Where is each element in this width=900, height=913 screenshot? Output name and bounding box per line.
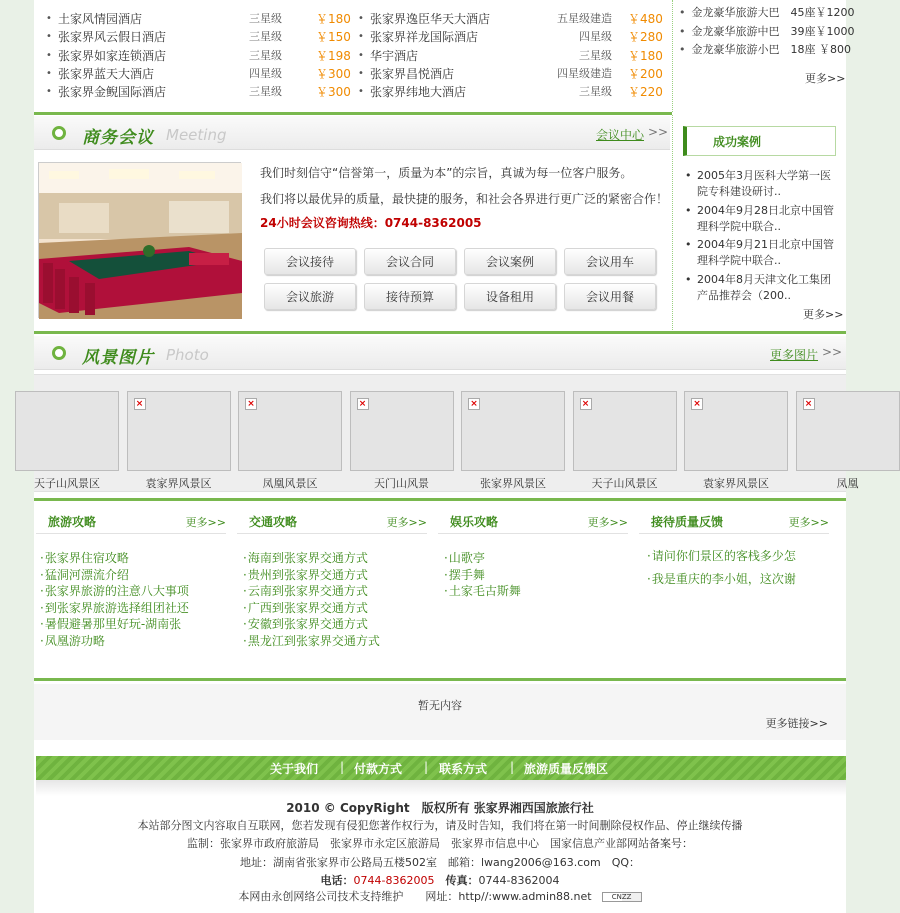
photo-caption[interactable]: 袁家界风景区 (703, 477, 769, 490)
hotel-price: ￥300 (316, 66, 351, 81)
bullet-icon: • (46, 13, 52, 24)
phone-line (34, 872, 846, 888)
hotel-price: ￥150 (316, 30, 351, 45)
guide-item[interactable]: · 安徽到张家界交通方式 (243, 616, 427, 633)
guide-list (438, 550, 628, 600)
guide-item[interactable]: · 请问你们景区的客栈多少怎 (647, 548, 829, 565)
copyright: 2010 © CopyRight 版权所有 张家界湘西国旅旅行社 (286, 801, 594, 815)
guide-item[interactable]: · 暑假避暑那里好玩-湖南张 (40, 616, 226, 633)
hotel-name[interactable]: 张家界蓝天大酒店 (58, 66, 155, 81)
fax-label: 传真： (434, 874, 479, 887)
phone-label: 电话： (320, 874, 354, 887)
guide-item[interactable]: · 猛洞河漂流介绍 (40, 567, 226, 584)
footer-nav (36, 756, 846, 780)
guide-title: 旅游攻略 (48, 515, 97, 529)
hotel-row[interactable] (46, 10, 351, 28)
guide-item[interactable]: · 张家界旅游的注意八大事项 (40, 583, 226, 600)
cases-header (683, 126, 836, 156)
photo-title-en: Photo (166, 346, 209, 364)
photo-strip (34, 374, 859, 492)
guide-column (639, 504, 829, 587)
footer-payment-link[interactable]: 付款方式 (354, 762, 403, 776)
meeting-tour-button[interactable]: 会议旅游 (264, 283, 356, 310)
hotel-name[interactable]: 张家界如家连锁酒店 (58, 48, 167, 63)
broken-image-icon: × (134, 398, 146, 410)
hotel-price: ￥280 (628, 30, 663, 45)
hotel-row[interactable] (46, 47, 351, 65)
divider-bar (34, 678, 846, 681)
photo-caption[interactable]: 张家界风景区 (480, 477, 546, 490)
photo-item[interactable] (796, 391, 900, 491)
broken-image-icon: × (357, 398, 369, 410)
hotel-name[interactable]: 张家界纬地大酒店 (370, 85, 467, 100)
cases-more-link[interactable]: 更多>> (803, 308, 844, 321)
hotel-name[interactable]: 张家界金鲵国际酒店 (58, 85, 167, 100)
guide-item[interactable]: · 土家毛古斯舞 (444, 583, 628, 600)
guide-title: 娱乐攻略 (450, 515, 499, 529)
guide-header (237, 504, 427, 534)
hotel-name[interactable]: 张家界祥龙国际酒店 (370, 30, 479, 45)
hotel-price: ￥480 (628, 12, 663, 26)
hotel-name[interactable]: 张家界逸臣华天大酒店 (370, 12, 491, 26)
meeting-reception-button[interactable]: 会议接待 (264, 248, 356, 275)
hotel-row[interactable] (46, 28, 351, 46)
guide-item[interactable]: · 我是重庆的李小姐，这次谢 (647, 571, 829, 588)
supervision-line: 监制：张家界市政府旅游局 张家界市永定区旅游局 张家界市信息中心 国家信息产业部网站备案号： (187, 837, 693, 850)
hotel-price: ￥198 (316, 48, 351, 63)
photo-item[interactable] (684, 391, 788, 491)
footer-shadow (36, 780, 846, 796)
divider-bar (34, 498, 846, 501)
hotel-level: 四星级 (249, 66, 282, 80)
meeting-intro-1: 我们时刻信守“信誉第一，质量为本”的宗旨，真诚为每一位客户服务。 (260, 166, 633, 180)
hotel-level: 四星级建造 (557, 66, 612, 80)
broken-image-icon: × (691, 398, 703, 410)
hotel-row[interactable] (46, 65, 351, 83)
broken-image-icon: × (803, 398, 815, 410)
vehicle-item[interactable]: • 金龙豪华旅游小巴 18座 ￥800 (679, 43, 851, 56)
divider-bar (34, 331, 846, 334)
photo-item[interactable] (573, 391, 677, 491)
photo-thumbnail[interactable] (573, 391, 677, 471)
nav-separator: | (510, 760, 515, 774)
circle-icon (52, 126, 66, 140)
guide-title: 接待质量反馈 (651, 515, 724, 529)
case-item[interactable]: • 2005年3月医科大学第一医院专科建设研讨.. (685, 169, 831, 198)
photo-item[interactable] (15, 391, 119, 491)
cases-title: 成功案例 (713, 135, 762, 149)
guide-more-link[interactable]: 更多>> (587, 516, 628, 529)
photo-caption[interactable]: 天子山风景区 (591, 477, 658, 490)
meeting-contract-button[interactable]: 会议合同 (364, 248, 456, 275)
hotel-level: 四星级 (579, 30, 612, 44)
guide-more-link[interactable]: 更多>> (386, 516, 427, 529)
guide-item[interactable]: · 张家界住宿攻略 (40, 550, 226, 567)
hotel-level: 五星级建造 (557, 12, 612, 25)
bullet-icon: • (46, 31, 52, 43)
hotel-price: ￥200 (628, 66, 663, 81)
guide-list (237, 550, 427, 649)
bullet-icon: • (46, 67, 52, 79)
guide-header (639, 504, 829, 534)
phone-number: 0744-8362005 (353, 874, 435, 887)
meeting-equipment-button[interactable]: 设备租用 (464, 283, 556, 310)
footer-contact-link[interactable]: 联系方式 (439, 762, 488, 776)
meeting-center-link[interactable]: 会议中心 (596, 128, 645, 142)
hotel-level: 三星级 (249, 85, 282, 99)
photo-item[interactable] (461, 391, 565, 491)
photo-thumbnail[interactable] (461, 391, 565, 471)
photo-thumbnail[interactable] (238, 391, 342, 471)
support-text: 本网由永创网络公司技术支持维护 网址：http//:www.admin88.net (238, 890, 592, 903)
meeting-title: 商务会议 (82, 128, 154, 148)
hotel-level: 三星级 (579, 85, 612, 99)
hotel-level: 三星级 (249, 48, 282, 62)
hotel-level: 三星级 (249, 30, 282, 44)
hotel-row[interactable] (358, 10, 663, 28)
nav-separator: | (340, 760, 345, 774)
photo-thumbnail[interactable] (350, 391, 454, 471)
hotel-name[interactable]: 土家风情园酒店 (58, 12, 143, 26)
bullet-icon: • (358, 13, 364, 24)
guide-column (237, 504, 427, 649)
photo-caption[interactable]: 天子山风景区 (34, 477, 100, 490)
meeting-dining-button[interactable]: 会议用餐 (564, 283, 656, 310)
success-cases (672, 115, 846, 330)
case-item[interactable]: • 2004年9月28日北京中国管理科学院中联合.. (685, 204, 834, 233)
guide-header (36, 504, 226, 534)
hotel-name[interactable]: 张家界昌悦酒店 (370, 66, 455, 81)
photo-item[interactable] (127, 391, 231, 491)
page (34, 0, 859, 913)
circle-icon (52, 346, 66, 360)
hotel-name[interactable]: 华宇酒店 (370, 48, 419, 63)
case-item[interactable]: • 2004年8月天津文化工集团产品推荐会（200.. (685, 273, 831, 302)
meeting-intro-2: 我们将以最优异的质量，最快捷的服务，和社会各界进行更广泛的紧密合作！ (260, 192, 669, 206)
photo-caption[interactable]: 凤凰 (836, 477, 859, 490)
bullet-icon: • (46, 49, 52, 61)
address-line: 地址：湖南省张家界市公路局五楼502室 邮箱：lwang2006@163.com QQ： (239, 856, 641, 869)
photo-caption[interactable]: 凤凰风景区 (262, 477, 318, 490)
footer-feedback-link[interactable]: 旅游质量反馈区 (524, 762, 609, 776)
guide-item[interactable]: · 广西到张家界交通方式 (243, 600, 427, 617)
photo-item[interactable] (238, 391, 342, 491)
fax-number: 0744-8362004 (478, 874, 560, 887)
chevron-right-icon: >> (822, 345, 843, 359)
guide-item[interactable]: · 到张家界旅游选择组团社还 (40, 600, 226, 617)
guide-item[interactable]: · 海南到张家界交通方式 (243, 550, 427, 567)
hotel-row[interactable] (46, 83, 351, 101)
meeting-header (34, 116, 670, 150)
nav-separator: | (424, 760, 429, 774)
guide-item[interactable]: · 云南到张家界交通方式 (243, 583, 427, 600)
hotel-price: ￥180 (316, 12, 351, 26)
meeting-cases-button[interactable]: 会议案例 (464, 248, 556, 275)
footer-about-link[interactable]: 关于我们 (270, 762, 319, 776)
hotel-level: 三星级 (579, 48, 612, 62)
hotel-column-right (358, 10, 663, 101)
hotel-row[interactable] (358, 47, 663, 65)
broken-image-icon: × (245, 398, 257, 410)
photo-header (34, 336, 846, 370)
hotel-column-left (46, 10, 351, 101)
guide-item[interactable]: · 山歌亭 (444, 550, 628, 567)
guide-column (36, 504, 226, 649)
guide-more-link[interactable]: 更多>> (185, 516, 226, 529)
meeting-hotline: 24小时会议咨询热线：0744-8362005 (260, 216, 482, 230)
meeting-budget-button[interactable]: 接待预算 (364, 283, 456, 310)
guide-item[interactable]: · 黑龙江到张家界交通方式 (243, 633, 427, 650)
links-more-link[interactable]: 更多链接>> (765, 717, 828, 730)
bullet-icon: • (46, 86, 52, 98)
hotel-price: ￥180 (628, 48, 663, 63)
cnzz-badge[interactable]: CNZZ (602, 892, 642, 902)
broken-image-icon: × (580, 398, 592, 410)
guide-more-link[interactable]: 更多>> (788, 516, 829, 529)
vehicle-item[interactable]: • 金龙豪华旅游大巴 45座￥1200 (679, 6, 855, 19)
links-box (34, 684, 846, 740)
photo-thumbnail[interactable] (127, 391, 231, 471)
photo-thumbnail[interactable] (684, 391, 788, 471)
copyright-notice: 本站部分图文内容取自互联网，您若发现有侵犯您著作权行为，请及时告知，我们将在第一时间删除侵权作品、停止继续传播 (137, 819, 743, 832)
hotel-row[interactable] (358, 65, 663, 83)
divider-bar (34, 112, 672, 115)
photo-thumbnail[interactable] (796, 391, 900, 471)
guide-column (438, 504, 628, 600)
meeting-car-button[interactable]: 会议用车 (564, 248, 656, 275)
case-item[interactable]: • 2004年9月21日北京中国管理科学院中联合.. (685, 238, 834, 267)
hotel-price: ￥220 (628, 85, 663, 100)
guide-item[interactable]: · 凤凰游功略 (40, 633, 226, 650)
bullet-icon: • (358, 31, 364, 43)
vehicle-more-link[interactable]: 更多>> (805, 72, 846, 85)
photo-caption[interactable]: 天门山风景 (374, 477, 429, 490)
meeting-room-photo (38, 162, 241, 318)
guide-title: 交通攻略 (249, 515, 298, 529)
guide-item[interactable]: · 摆手舞 (444, 567, 628, 584)
empty-text: 暂无内容 (418, 699, 462, 712)
guide-list (36, 550, 226, 649)
photo-item[interactable] (350, 391, 454, 491)
hotel-level: 三星级 (249, 12, 282, 25)
photo-thumbnail[interactable] (15, 391, 119, 471)
guide-header (438, 504, 628, 534)
guide-item[interactable]: · 贵州到张家界交通方式 (243, 567, 427, 584)
vehicle-list (672, 0, 855, 112)
photo-more-link[interactable]: 更多图片 (770, 348, 819, 362)
hotel-price: ￥300 (316, 85, 351, 100)
chevron-right-icon: >> (648, 125, 669, 139)
vehicle-item[interactable]: • 金龙豪华旅游中巴 39座￥1000 (679, 24, 855, 38)
broken-image-icon: × (468, 398, 480, 410)
photo-caption[interactable]: 袁家界风景区 (145, 477, 212, 490)
hotel-row[interactable] (358, 83, 663, 101)
bullet-icon: • (358, 49, 364, 61)
bullet-icon: • (358, 86, 364, 98)
hotel-row[interactable] (358, 28, 663, 46)
bullet-icon: • (358, 67, 364, 79)
meeting-title-en: Meeting (166, 126, 227, 144)
support-line (34, 888, 846, 904)
hotel-name[interactable]: 张家界风云假日酒店 (58, 30, 167, 45)
photo-title: 风景图片 (82, 348, 154, 368)
guide-list (639, 548, 829, 587)
